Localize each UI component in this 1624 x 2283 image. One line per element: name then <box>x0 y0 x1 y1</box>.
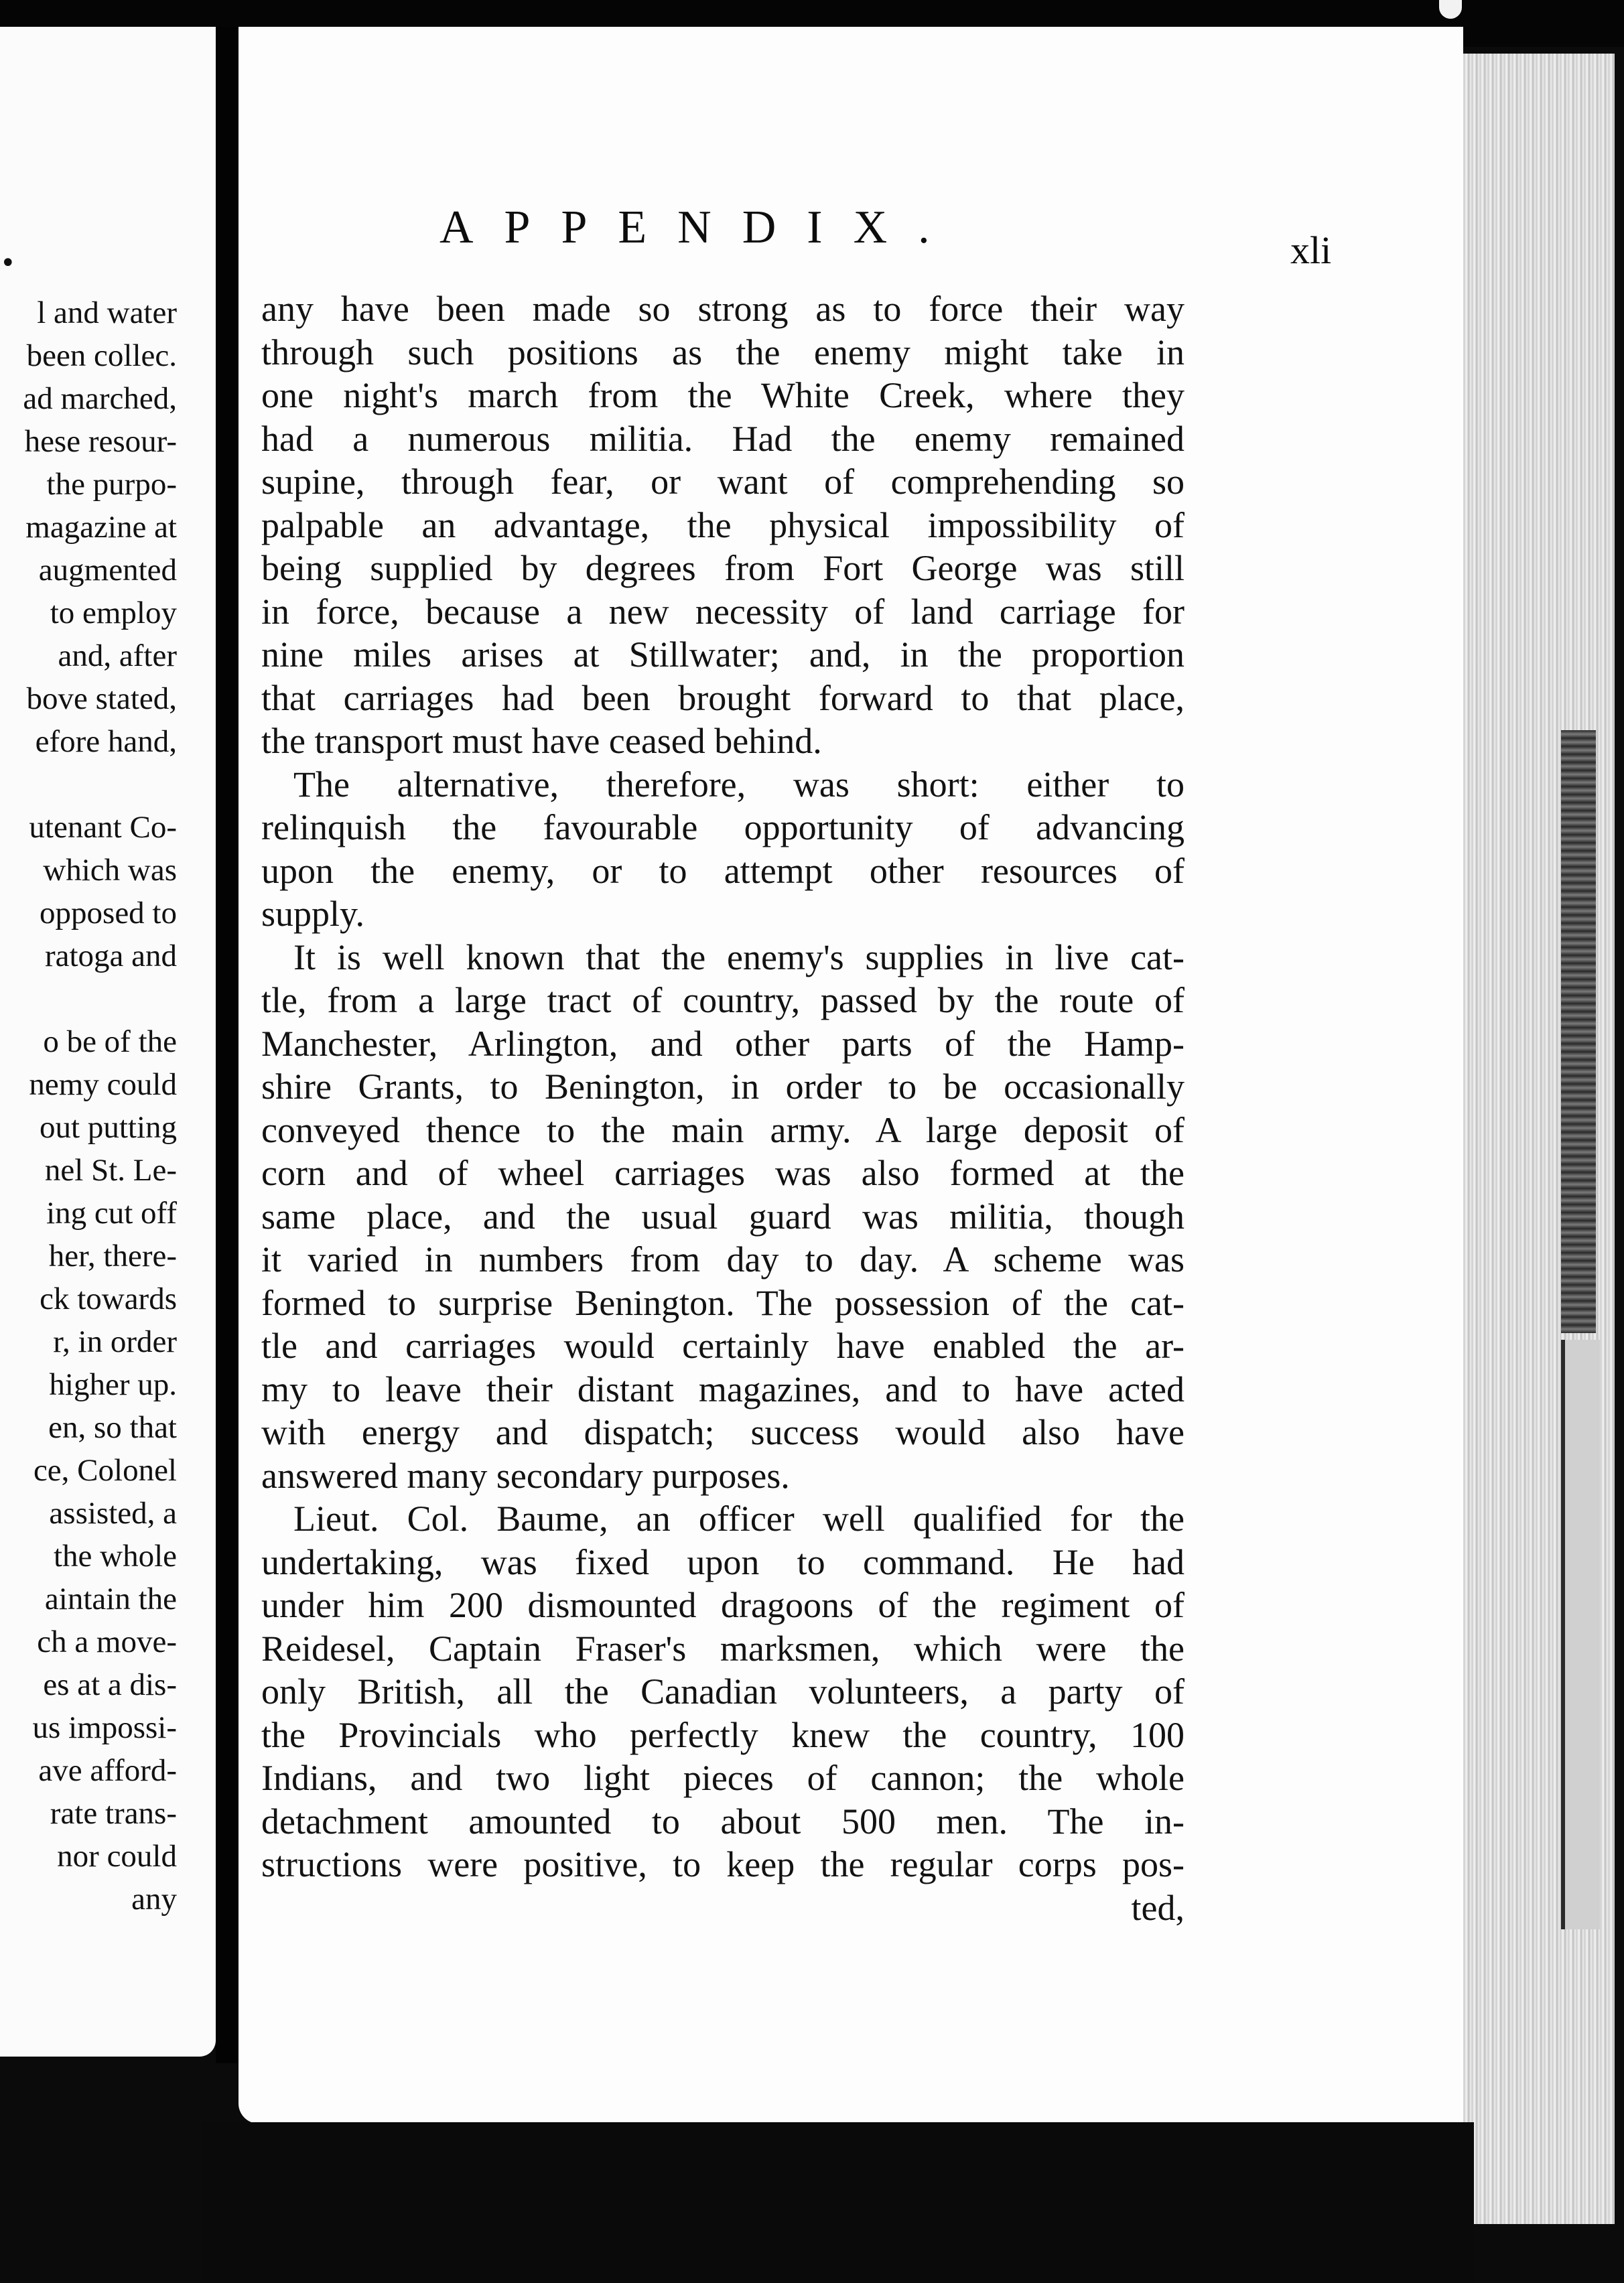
left-page-line: efore hand, <box>35 724 177 759</box>
left-page-line: ave afford- <box>38 1753 177 1788</box>
left-page-line: bove stated, <box>26 681 177 716</box>
body-line: Indians, and two light pieces of cannon; the whole <box>261 1758 1185 1798</box>
body-line: same place, and the usual guard was militia, though <box>261 1196 1185 1237</box>
body-line: the transport must have ceased behind. <box>261 721 822 761</box>
body-line: had a numerous militia. Had the enemy remained <box>261 418 1185 459</box>
body-line: in force, because a new necessity of land carriage for <box>261 591 1185 632</box>
body-line: any have been made so strong as to force their way <box>261 289 1185 329</box>
left-page-line: aintain the <box>44 1582 177 1616</box>
left-page-line: utenant Co- <box>29 810 177 845</box>
left-page-line: her, there- <box>48 1239 177 1273</box>
body-line: only British, all the Canadian volunteers, a party of <box>261 1671 1185 1712</box>
body-line: The alternative, therefore, was short: either to <box>293 764 1185 805</box>
left-page-line: assisted, a <box>49 1496 177 1531</box>
left-page-line: been collec. <box>26 338 177 373</box>
left-page-line: to employ <box>50 596 177 630</box>
left-page-line: us impossi- <box>32 1710 177 1745</box>
body-line: relinquish the favourable opportunity of advancing <box>261 807 1185 847</box>
left-page-line: ad marched, <box>23 381 177 416</box>
scan-bottom-border <box>201 2122 1474 2283</box>
left-page-line: higher up. <box>49 1367 177 1402</box>
left-page-line: ck towards <box>40 1282 177 1316</box>
body-line: that carriages had been brought forward to that place, <box>261 677 1185 718</box>
body-line: answered many secondary purposes. <box>261 1455 790 1496</box>
left-page-line: and, after <box>58 638 177 673</box>
body-line: tle and carriages would certainly have enabled the ar- <box>261 1326 1185 1366</box>
left-page-line: rate trans- <box>50 1796 177 1831</box>
left-page <box>0 27 216 2057</box>
body-line: with energy and dispatch; success would also have <box>261 1412 1185 1452</box>
body-line: formed to surprise Benington. The possession of the cat- <box>261 1282 1185 1323</box>
left-page-line: out putting <box>40 1110 177 1145</box>
left-page-line: nor could <box>57 1839 177 1874</box>
left-page-line: es at a dis- <box>43 1667 177 1702</box>
left-page-line: nel St. Le- <box>44 1153 177 1188</box>
left-page-line: magazine at <box>25 510 177 545</box>
body-line: corn and of wheel carriages was also formed at the <box>261 1153 1185 1193</box>
page-edge-band <box>1561 1340 1600 1929</box>
body-line: Manchester, Arlington, and other parts of the Hamp- <box>261 1023 1185 1064</box>
left-page-line: which was <box>43 853 177 888</box>
body-line: supine, through fear, or want of comprehending so <box>261 462 1185 502</box>
body-line: supply. <box>261 894 365 934</box>
body-line: Reidesel, Captain Fraser's marksmen, which were the <box>261 1628 1185 1669</box>
body-line: conveyed thence to the main army. A large deposit of <box>261 1109 1185 1150</box>
left-page-line: hese resour- <box>24 424 177 459</box>
left-page-line: the purpo- <box>46 467 177 502</box>
left-page-line: l and water <box>37 295 177 330</box>
left-page-line: ing cut off <box>46 1196 177 1231</box>
body-line: undertaking, was fixed upon to command. He had <box>261 1541 1185 1582</box>
left-page-line: augmented <box>38 553 177 587</box>
left-page-line: opposed to <box>40 896 177 930</box>
left-page-line: r, in order <box>53 1324 177 1359</box>
body-line: Lieut. Col. Baume, an officer well qualified for the <box>293 1499 1185 1539</box>
page-number: xli <box>1290 228 1332 272</box>
left-page-line: ratoga and <box>44 939 177 973</box>
body-line: through such positions as the enemy might take in <box>261 332 1185 372</box>
left-page-line: en, so that <box>48 1410 177 1445</box>
left-page-line: any <box>131 1882 177 1917</box>
book-gutter <box>216 27 240 2063</box>
body-line: one night's march from the White Creek, where they <box>261 375 1185 415</box>
bookmark-edge <box>1561 730 1596 1333</box>
body-line: my to leave their distant magazines, and to have acted <box>261 1369 1185 1409</box>
left-page-line: o be of the <box>43 1024 177 1059</box>
body-line: detachment amounted to about 500 men. The in- <box>261 1801 1185 1842</box>
body-line: upon the enemy, or to attempt other resources of <box>261 850 1185 891</box>
left-page-mark: • <box>0 248 16 279</box>
body-line: structions were positive, to keep the regular corps pos- <box>261 1844 1185 1884</box>
body-line: nine miles arises at Stillwater; and, in the proportion <box>261 634 1185 675</box>
left-page-line: the whole <box>53 1539 177 1574</box>
body-line: the Provincials who perfectly knew the country, 100 <box>261 1714 1185 1755</box>
body-line: under him 200 dismounted dragoons of the regiment of <box>261 1585 1185 1625</box>
body-line: ted, <box>1131 1887 1185 1928</box>
left-page-line: nemy could <box>29 1067 177 1102</box>
page-header <box>239 201 1458 272</box>
body-line: it varied in numbers from day to day. A scheme was <box>261 1239 1185 1279</box>
body-line: being supplied by degrees from Fort George was still <box>261 548 1185 588</box>
body-line: shire Grants, to Benington, in order to be occasionally <box>261 1066 1185 1107</box>
left-page-line: ch a move- <box>37 1624 177 1659</box>
body-line: It is well known that the enemy's supplies in live cat- <box>293 937 1185 977</box>
running-head: APPENDIX. <box>439 202 961 253</box>
body-line: palpable an advantage, the physical impossibility of <box>261 504 1185 545</box>
body-line: tle, from a large tract of country, passed by the route of <box>261 980 1185 1020</box>
left-page-line: ce, Colonel <box>33 1453 177 1488</box>
